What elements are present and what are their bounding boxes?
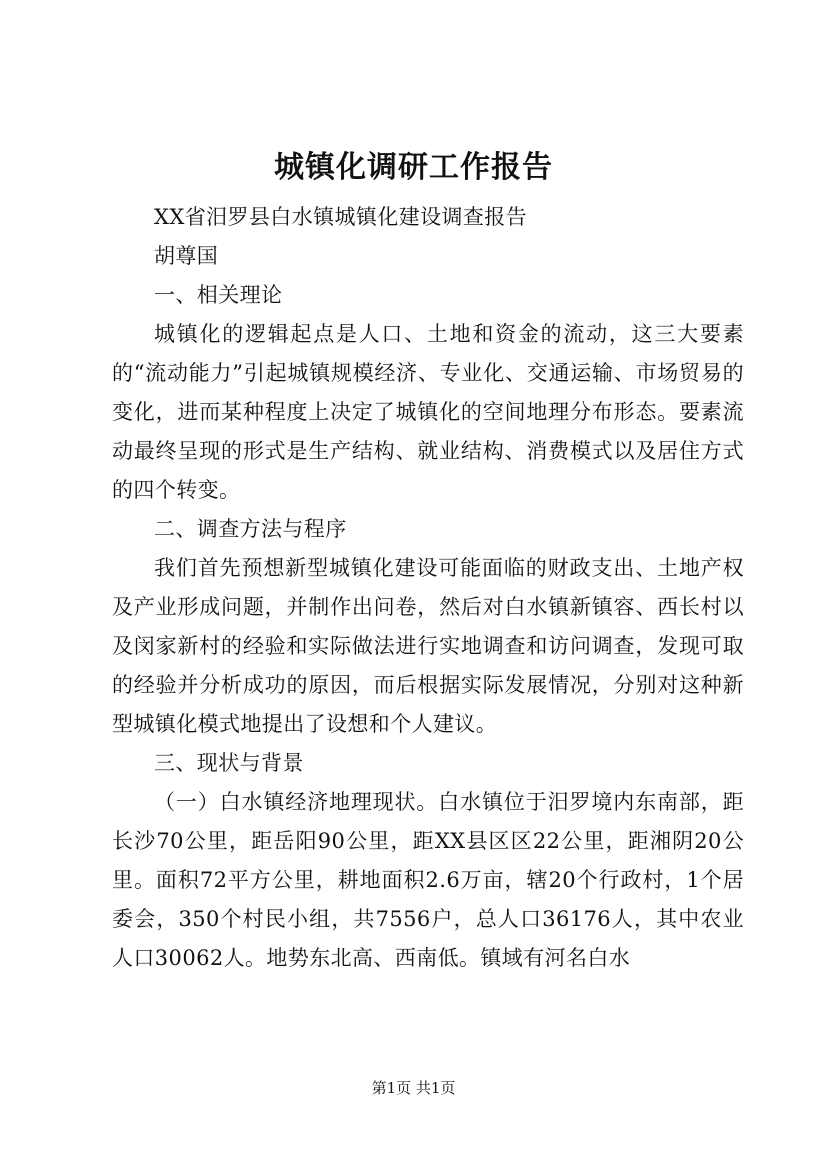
subtitle-paragraph: XX省汨罗县白水镇城镇化建设调查报告 bbox=[154, 205, 528, 229]
body-paragraph-theory: 城镇化的逻辑起点是人口、土地和资金的流动，这三大要素的“流动能力”引起城镇规模经济、专业化、交通运输、市场贸易的变化，进而某种程度上决定了城镇化的空间地理分布形态。要素流动最终呈现的形式是生产结构、就业结构、消费模式以及居住方式的四个转变。 bbox=[112, 322, 744, 502]
body-paragraph-status: （一）白水镇经济地理现状。白水镇位于汨罗境内东南部，距长沙70公里，距岳阳90公里，距XX县区区22公里，距湘阴20公里。面积72平方公里，耕地面积2.6万亩，辖20个行政村，1个居委会，350个村民小组，共7556户，总人口36176人，其中农业人口30062人。地势东北高、西南低。镇域有河名白水 bbox=[112, 790, 744, 970]
section-heading-method: 二、调查方法与程序 bbox=[154, 517, 347, 541]
page-footer: 第1页 共1页 bbox=[371, 1079, 456, 1097]
author-paragraph: 胡尊国 bbox=[154, 244, 219, 268]
document-title: 城镇化调研工作报告 bbox=[274, 150, 553, 185]
body-paragraph-method: 我们首先预想新型城镇化建设可能面临的财政支出、土地产权及产业形成问题，并制作出问卷，然后对白水镇新镇容、西长村以及闵家新村的经验和实际做法进行实地调查和访问调查，发现可取的经验并分析成功的原因，而后根据实际发展情况，分别对这种新型城镇化模式地提出了设想和个人建议。 bbox=[112, 556, 744, 736]
section-heading-status: 三、现状与背景 bbox=[154, 751, 304, 775]
document-body bbox=[112, 198, 744, 978]
section-heading-theory: 一、相关理论 bbox=[154, 283, 283, 307]
